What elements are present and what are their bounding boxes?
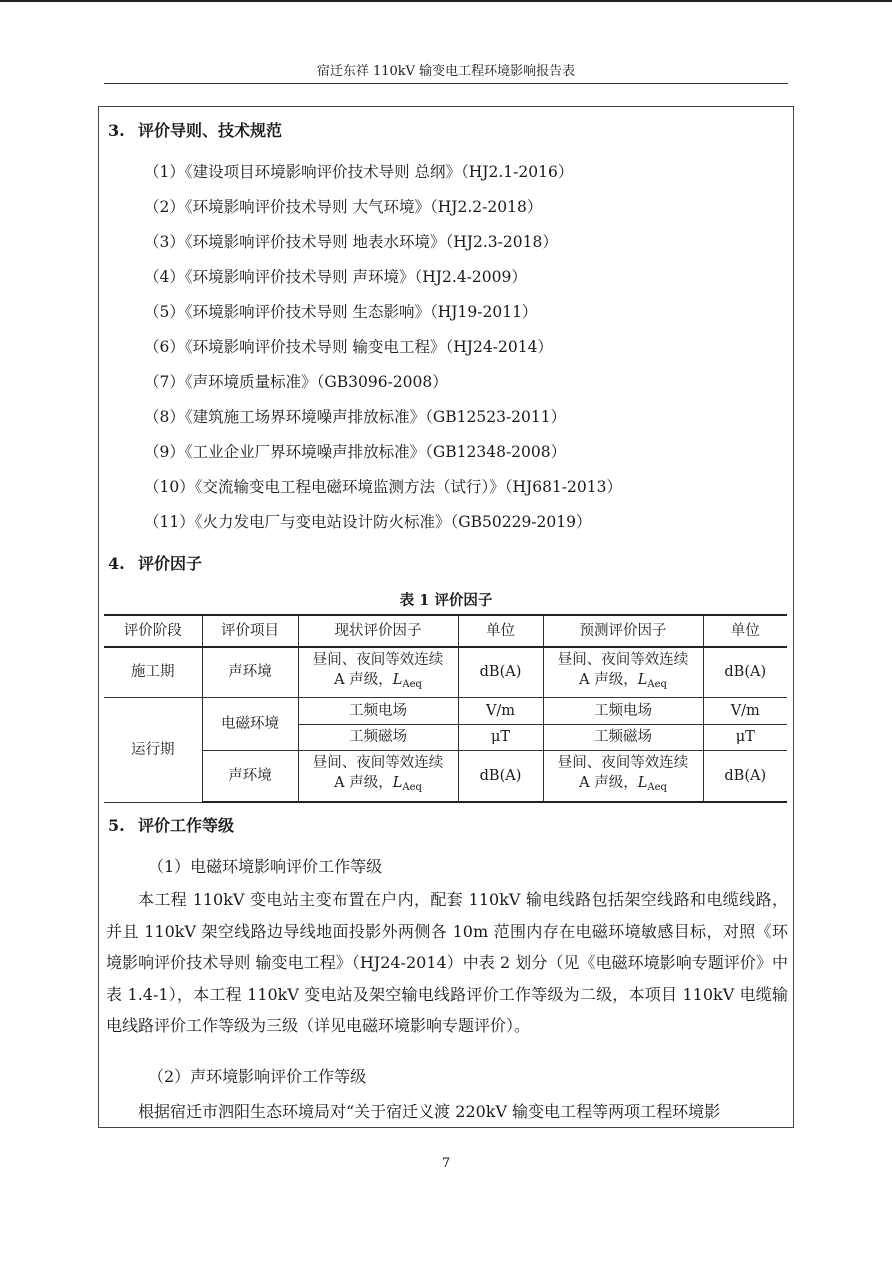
reference-item: （6）《环境影响评价技术导则 输变电工程》（HJ24-2014）	[144, 338, 553, 356]
header-item: 评价项目	[202, 615, 298, 647]
header-predicted-factor: 预测评价因子	[543, 615, 703, 647]
table-row	[104, 647, 787, 697]
reference-item: （4）《环境影响评价技术导则 声环境》（HJ2.4-2009）	[144, 268, 527, 286]
evaluation-factors-table	[104, 614, 787, 803]
section-3-title: 评价导则、技术规范	[138, 121, 283, 140]
cell-predicted-unit: dB(A)	[703, 750, 787, 802]
cell-unit: μT	[458, 724, 543, 750]
table-caption: 表 1 评价因子	[399, 592, 493, 609]
cell-stage-construction: 施工期	[104, 647, 202, 697]
section-4-number: 4.	[108, 554, 125, 573]
cell-current-factor: 昼间、夜间等效连续 A 声级，$L_{Aeq}$	[298, 647, 458, 697]
header-unit: 单位	[458, 615, 543, 647]
reference-item: （10）《交流输变电工程电磁环境监测方法（试行）》（HJ681-2013）	[144, 478, 622, 496]
cell-unit: V/m	[458, 697, 543, 724]
paragraph-noise-level: 根据宿迁市泗阳生态环境局对“关于宿迁义渡 220kV 输变电工程等两项工程环境影	[138, 1102, 721, 1121]
cell-item-noise: 声环境	[202, 750, 298, 802]
page-top-edge	[0, 0, 892, 2]
paragraph-em-level: 本工程 110kV 变电站主变布置在户内，配套 110kV 输电线路包括架空线路和电缆线路，并且 110kV 架空线路边导线地面投影外两侧各 10m 范围内存在电磁环境敏感目标，对照《环境影响评价技术导则 输变电工程》（HJ24-2014）中表 2 划分（见《电磁环境影响专题评价》中表 1.4-1），本工程 110kV 变电站及架空输电线路评价工作等级为二级，本项目 110kV 电缆输电线路评价工作等级为三级（详见电磁环境影响专题评价）。	[106, 890, 788, 1035]
cell-item: 声环境	[202, 647, 298, 697]
cell-current-factor: 工频磁场	[298, 724, 458, 750]
reference-item: （2）《环境影响评价技术导则 大气环境》（HJ2.2-2018）	[144, 198, 543, 216]
section-5-number: 5.	[108, 816, 125, 835]
section-4-heading	[108, 554, 202, 574]
subsection-heading-em: （1）电磁环境影响评价工作等级	[148, 857, 383, 876]
cell-current-factor: 工频电场	[298, 697, 458, 724]
reference-item: （7）《声环境质量标准》（GB3096-2008）	[144, 373, 448, 391]
reference-item: （9）《工业企业厂界环境噪声排放标准》（GB12348-2008）	[144, 443, 567, 461]
cell-predicted-unit: V/m	[703, 697, 787, 724]
header-predicted-unit: 单位	[703, 615, 787, 647]
section-3-number: 3.	[108, 121, 125, 140]
page-number: 7	[441, 1156, 451, 1171]
cell-current-factor: 昼间、夜间等效连续 A 声级，$L_{Aeq}$	[298, 750, 458, 802]
header-stage: 评价阶段	[104, 615, 202, 647]
cell-unit: dB(A)	[458, 647, 543, 697]
table-header-row	[104, 615, 787, 647]
reference-item: （3）《环境影响评价技术导则 地表水环境》（HJ2.3-2018）	[144, 233, 558, 251]
reference-item: （11）《火力发电厂与变电站设计防火标准》（GB50229-2019）	[144, 513, 592, 531]
cell-predicted-factor: 工频电场	[543, 697, 703, 724]
table-row	[104, 697, 787, 724]
reference-item: （1）《建设项目环境影响评价技术导则 总纲》（HJ2.1-2016）	[144, 163, 574, 181]
cell-predicted-unit: dB(A)	[703, 647, 787, 697]
cell-predicted-factor: 昼间、夜间等效连续 A 声级，$L_{Aeq}$	[543, 750, 703, 802]
page-header-title: 宿迁东祥 110kV 输变电工程环境影响报告表	[316, 64, 576, 79]
cell-predicted-factor: 昼间、夜间等效连续 A 声级，$L_{Aeq}$	[543, 647, 703, 697]
section-3-heading	[108, 121, 282, 141]
reference-item: （5）《环境影响评价技术导则 生态影响》（HJ19-2011）	[144, 303, 538, 321]
section-5-heading	[108, 816, 234, 836]
header-rule	[104, 83, 788, 84]
cell-item-em: 电磁环境	[202, 697, 298, 750]
cell-predicted-unit: μT	[703, 724, 787, 750]
header-current-factor: 现状评价因子	[298, 615, 458, 647]
section-5-title: 评价工作等级	[138, 816, 235, 835]
cell-predicted-factor: 工频磁场	[543, 724, 703, 750]
section-4-title: 评价因子	[138, 554, 203, 573]
reference-item: （8）《建筑施工场界环境噪声排放标准》（GB12523-2011）	[144, 408, 567, 426]
cell-unit: dB(A)	[458, 750, 543, 802]
subsection-heading-noise: （2）声环境影响评价工作等级	[148, 1067, 367, 1086]
table-row	[104, 750, 787, 802]
cell-stage-operation: 运行期	[104, 697, 202, 802]
